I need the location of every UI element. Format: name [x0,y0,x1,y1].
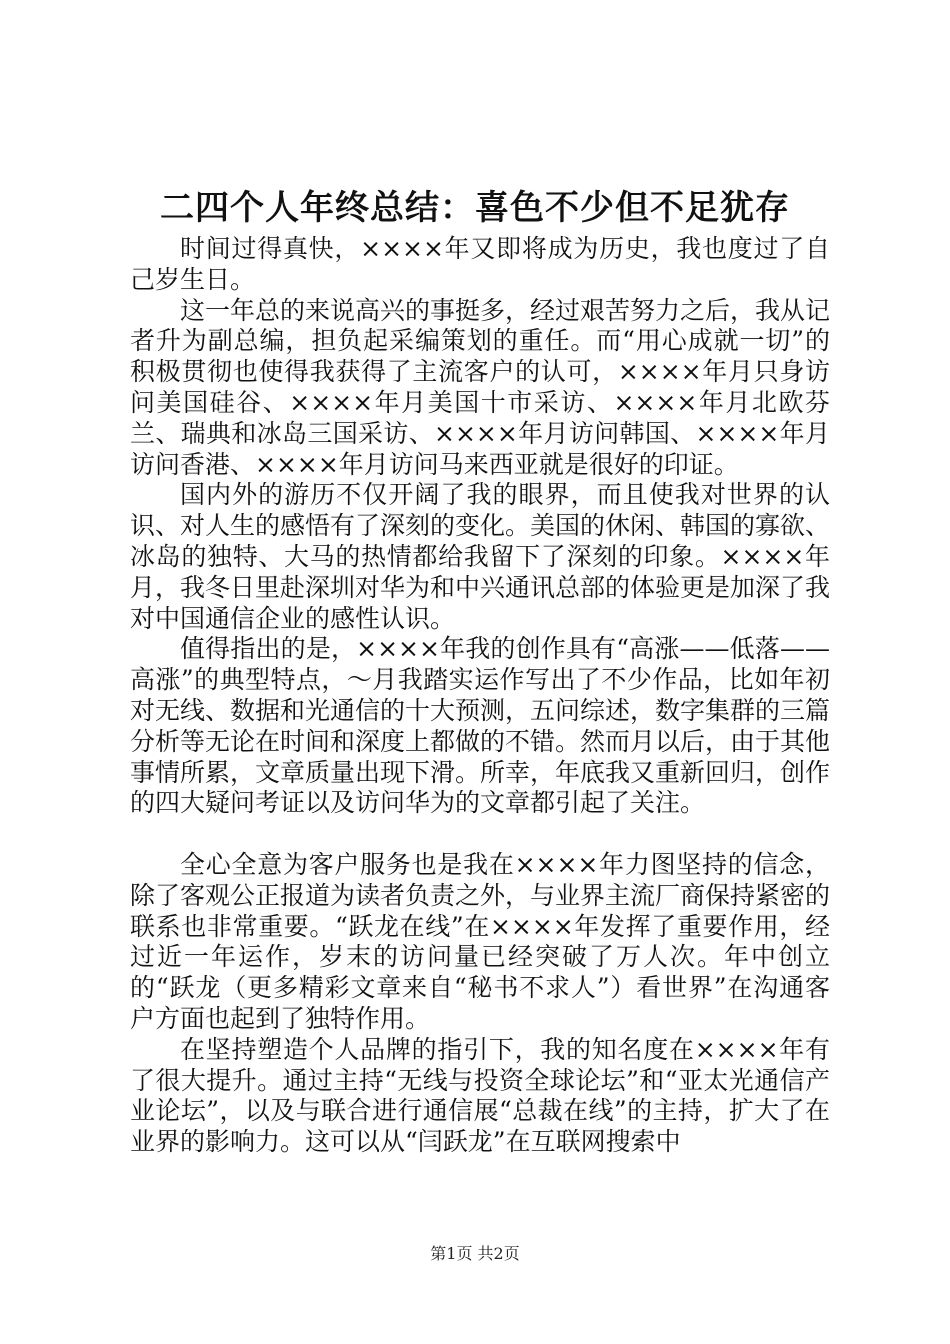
paragraph-1: 时间过得真快，××××年又即将成为历史，我也度过了自己岁生日。 [130,234,830,294]
paragraph-3: 国内外的游历不仅开阔了我的眼界，而且使我对世界的认识、对人生的感悟有了深刻的变化。美国的休闲、韩国的寡欲、冰岛的独特、大马的热情都给我留下了深刻的印象。××××年月，我冬日里赴深圳对华为和中兴通讯总部的体验更是加深了我对中国通信企业的感性认识。 [130,480,831,633]
paragraph-2: 这一年总的来说高兴的事挺多，经过艰苦努力之后，我从记者升为副总编，担负起采编策划的重任。而“用心成就一切”的积极贯彻也使得我获得了主流客户的认可，××××年月只身访问美国硅谷、××××年月美国十市采访、××××年月北欧芬兰、瑞典和冰岛三国采访、××××年月访问韩国、××××年月访问香港、××××年月访问马来西亚就是很好的印证。 [130,295,831,479]
document-title: 二四个人年终总结：喜色不少但不足犹存 [160,188,790,228]
paragraph-6: 在坚持塑造个人品牌的指引下，我的知名度在××××年有了很大提升。通过主持“无线与投资全球论坛”和“亚太光通信产业论坛”，以及与联合进行通信展“总裁在线”的主持，扩大了在业界的影响力。这可以从“闫跃龙”在互联网搜索中 [130,1034,830,1157]
paragraph-gap [130,819,830,850]
paragraph-4: 值得指出的是，××××年我的创作具有“高涨——低落——高涨”的典型特点，～月我踏实运作写出了不少作品，比如年初对无线、数据和光通信的十大预测，五问综述，数字集群的三篇分析等无论在时间和深度上都做的不错。然而月以后，由于其他事情所累，文章质量出现下滑。所幸，年底我又重新回归，创作的四大疑问考证以及访问华为的文章都引起了关注。 [130,634,831,818]
paragraph-5: 全心全意为客户服务也是我在××××年力图坚持的信念，除了客观公正报道为读者负责之外，与业界主流厂商保持紧密的联系也非常重要。“跃龙在线”在××××年发挥了重要作用，经过近一年运作，岁末的访问量已经突破了万人次。年中创立的“跃龙（更多精彩文章来自“秘书不求人”）看世界”在沟通客户方面也起到了独特作用。 [130,849,831,1033]
document-body [130,234,830,1158]
page-number-footer: 第1页 共2页 [430,1244,520,1263]
